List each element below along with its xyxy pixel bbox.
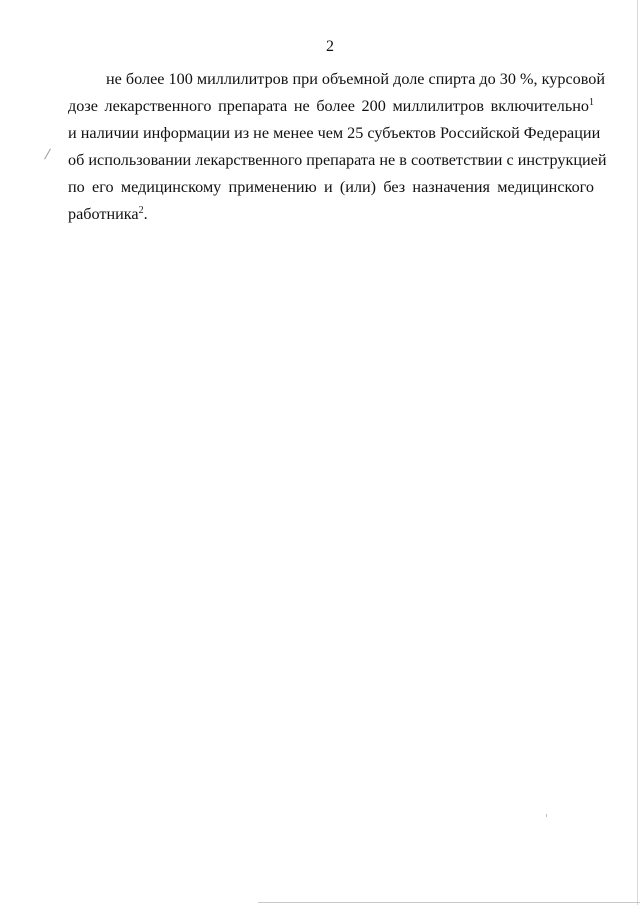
line-text: не более 100 миллилитров при объемной доле спирта до 30 %, курсовой: [106, 70, 606, 88]
paragraph-line: [68, 201, 594, 228]
scan-edge-bottom: [258, 902, 640, 903]
body-paragraph: [68, 66, 607, 228]
line-text: и наличии информации из не менее чем 25 субъектов Российской Федерации: [68, 124, 601, 142]
paragraph-line: [68, 93, 594, 120]
page-number: 2: [326, 38, 334, 55]
line-tail: .: [143, 205, 148, 223]
paragraph-line: [68, 66, 606, 93]
scan-edge-right: [637, 0, 638, 905]
paragraph-line: [68, 174, 594, 201]
line-text: работника: [68, 205, 139, 223]
line-text: по его медицинскому применению и (или) без назначения медицинского: [68, 178, 594, 196]
line-text: дозе лекарственного препарата не более 200 миллилитров включительно: [68, 97, 589, 115]
line-text: об использовании лекарственного препарата не в соответствии с инструкцией: [68, 151, 607, 169]
paragraph-line: [68, 147, 607, 174]
footnote-ref-2: 2: [138, 205, 144, 216]
scan-mark: [44, 149, 51, 160]
scan-dot: [546, 814, 547, 817]
footnote-ref-1: 1: [589, 97, 594, 108]
paragraph-line: [68, 120, 601, 147]
